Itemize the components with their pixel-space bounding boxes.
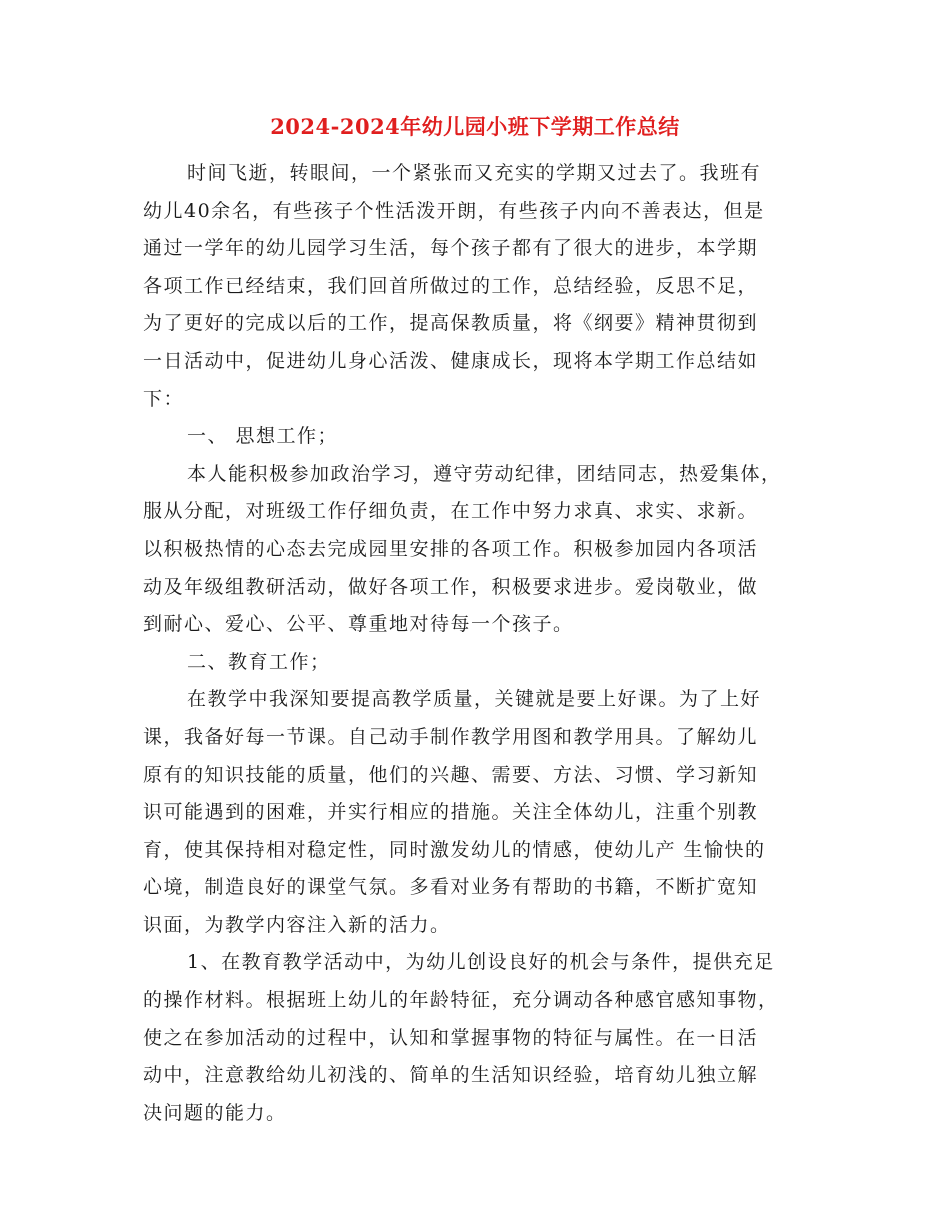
text-line: 课，我备好每一节课。自己动手制作教学用图和教学用具。了解幼儿	[143, 725, 759, 748]
text-line: 使之在参加活动的过程中，认知和掌握事物的特征与属性。在一日活	[143, 1026, 759, 1049]
text-line: 决问题的能力。	[143, 1101, 287, 1124]
text-line: 在教学中我深知要提高教学质量，关键就是要上好课。为了上好	[187, 688, 762, 711]
text-line: 一日活动中，促进幼儿身心活泼、健康成长，现将本学期工作总结如	[143, 349, 759, 372]
document-body	[143, 155, 813, 1132]
text-line: 二、教育工作；	[187, 650, 331, 673]
text-line: 育，使其保持相对稳定性，同时激发幼儿的情感，使幼儿产 生愉快的	[143, 838, 766, 861]
text-line: 幼儿40余名，有些孩子个性活泼开朗，有些孩子内向不善表达，但是	[143, 199, 765, 222]
text-line: 一、 思想工作；	[187, 425, 339, 448]
text-line: 通过一学年的幼儿园学习生活，每个孩子都有了很大的进步，本学期	[143, 237, 759, 260]
text-line: 心境，制造良好的课堂气氛。多看对业务有帮助的书籍，不断扩宽知	[143, 876, 759, 899]
text-line: 识面，为教学内容注入新的活力。	[143, 913, 451, 936]
text-line: 动及年级组教研活动，做好各项工作，积极要求进步。爱岗敬业，做	[143, 575, 759, 598]
text-line: 为了更好的完成以后的工作，提高保教质量，将《纲要》精神贯彻到	[143, 312, 759, 335]
text-line: 服从分配，对班级工作仔细负责，在工作中努力求真、求实、求新。	[143, 500, 759, 523]
text-line: 动中，注意教给幼儿初浅的、简单的生活知识经验，培育幼儿独立解	[143, 1064, 759, 1087]
text-line: 下：	[143, 387, 185, 410]
text-line: 原有的知识技能的质量，他们的兴趣、需要、方法、习惯、学习新知	[143, 763, 759, 786]
text-line: 各项工作已经结束，我们回首所做过的工作，总结经验，反思不足，	[143, 274, 759, 297]
document-title: 2024-2024年幼儿园小班下学期工作总结	[270, 114, 680, 139]
text-line: 的操作材料。根据班上幼儿的年龄特征，充分调动各种感官感知事物，	[143, 989, 779, 1012]
text-line: 以积极热情的心态去完成园里安排的各项工作。积极参加园内各项活	[143, 537, 759, 560]
text-line: 1、在教育教学活动中，为幼儿创设良好的机会与条件，提供充足	[187, 951, 775, 974]
text-line: 识可能遇到的困难，并实行相应的措施。关注全体幼儿，注重个别教	[143, 801, 759, 824]
text-line: 本人能积极参加政治学习，遵守劳动纪律，团结同志，热爱集体，	[187, 462, 782, 485]
text-line: 到耐心、爱心、公平、尊重地对待每一个孩子。	[143, 613, 574, 636]
text-line: 时间飞逝，转眼间，一个紧张而又充实的学期又过去了。我班有	[187, 162, 762, 184]
